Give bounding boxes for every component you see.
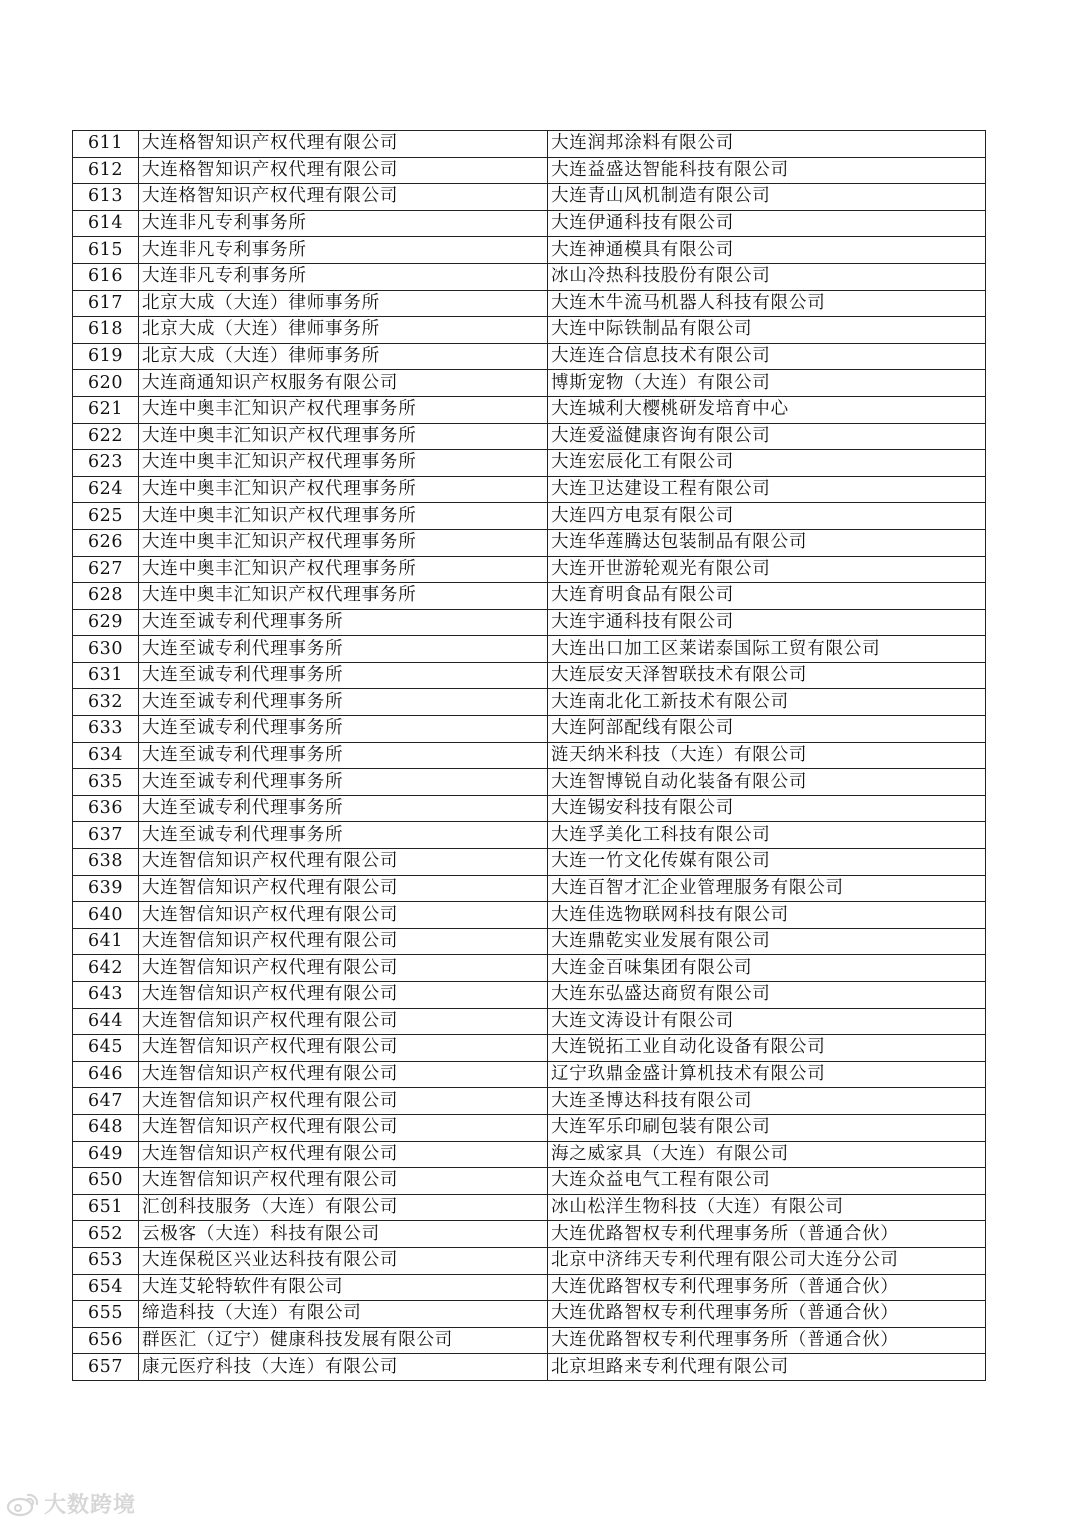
table-row (73, 928, 986, 955)
row-number: 640 (73, 902, 139, 929)
table-row (73, 423, 986, 450)
row-number: 625 (73, 503, 139, 530)
row-number: 624 (73, 476, 139, 503)
agency-name: 大连智信知识产权代理有限公司 (139, 1114, 548, 1141)
row-number: 615 (73, 237, 139, 264)
agency-name: 大连智信知识产权代理有限公司 (139, 928, 548, 955)
company-name: 大连东弘盛达商贸有限公司 (548, 982, 986, 1009)
table-row (73, 1168, 986, 1195)
row-number: 620 (73, 370, 139, 397)
row-number: 618 (73, 317, 139, 344)
table-row (73, 210, 986, 237)
agency-name: 大连至诚专利代理事务所 (139, 822, 548, 849)
row-number: 646 (73, 1061, 139, 1088)
row-number: 638 (73, 849, 139, 876)
agency-name: 大连非凡专利事务所 (139, 210, 548, 237)
company-name: 大连优路智权专利代理事务所（普通合伙） (548, 1327, 986, 1354)
table-row (73, 716, 986, 743)
agency-name: 大连智信知识产权代理有限公司 (139, 849, 548, 876)
table-row (73, 1301, 986, 1328)
company-name: 大连锐拓工业自动化设备有限公司 (548, 1035, 986, 1062)
table-row (73, 476, 986, 503)
table-row (73, 742, 986, 769)
agency-name: 大连至诚专利代理事务所 (139, 609, 548, 636)
company-name: 大连育明食品有限公司 (548, 583, 986, 610)
row-number: 642 (73, 955, 139, 982)
company-name: 大连百智才汇企业管理服务有限公司 (548, 875, 986, 902)
row-number: 655 (73, 1301, 139, 1328)
agency-name: 云极客（大连）科技有限公司 (139, 1221, 548, 1248)
table-row (73, 529, 986, 556)
agency-name: 大连中奥丰汇知识产权代理事务所 (139, 450, 548, 477)
agency-name: 大连中奥丰汇知识产权代理事务所 (139, 503, 548, 530)
company-name: 大连阿部配线有限公司 (548, 716, 986, 743)
row-number: 654 (73, 1274, 139, 1301)
company-name: 冰山松洋生物科技（大连）有限公司 (548, 1194, 986, 1221)
company-name: 大连金百味集团有限公司 (548, 955, 986, 982)
company-name: 大连辰安天泽智联技术有限公司 (548, 662, 986, 689)
company-name: 冰山冷热科技股份有限公司 (548, 263, 986, 290)
row-number: 635 (73, 769, 139, 796)
table-row (73, 450, 986, 477)
row-number: 643 (73, 982, 139, 1009)
agency-name: 大连艾轮特软件有限公司 (139, 1274, 548, 1301)
row-number: 614 (73, 210, 139, 237)
company-name: 大连卫达建设工程有限公司 (548, 476, 986, 503)
agency-name: 大连智信知识产权代理有限公司 (139, 902, 548, 929)
agency-name: 汇创科技服务（大连）有限公司 (139, 1194, 548, 1221)
table-row (73, 1141, 986, 1168)
company-name: 大连佳选物联网科技有限公司 (548, 902, 986, 929)
table-row (73, 769, 986, 796)
table-row (73, 689, 986, 716)
agency-name: 大连中奥丰汇知识产权代理事务所 (139, 423, 548, 450)
agency-name: 大连格智知识产权代理有限公司 (139, 157, 548, 184)
table-row (73, 1035, 986, 1062)
company-name: 大连文涛设计有限公司 (548, 1008, 986, 1035)
company-name: 大连益盛达智能科技有限公司 (548, 157, 986, 184)
agency-name: 大连智信知识产权代理有限公司 (139, 982, 548, 1009)
company-name: 大连孚美化工科技有限公司 (548, 822, 986, 849)
agency-name: 大连至诚专利代理事务所 (139, 742, 548, 769)
agency-name: 大连至诚专利代理事务所 (139, 662, 548, 689)
table-row (73, 184, 986, 211)
company-name: 北京坦路来专利代理有限公司 (548, 1354, 986, 1381)
table-row (73, 982, 986, 1009)
list-table (72, 130, 986, 1381)
company-name: 大连城利大樱桃研发培育中心 (548, 396, 986, 423)
row-number: 651 (73, 1194, 139, 1221)
row-number: 647 (73, 1088, 139, 1115)
table-row (73, 875, 986, 902)
company-name: 海之威家具（大连）有限公司 (548, 1141, 986, 1168)
company-name: 大连众益电气工程有限公司 (548, 1168, 986, 1195)
agency-name: 大连智信知识产权代理有限公司 (139, 955, 548, 982)
row-number: 644 (73, 1008, 139, 1035)
row-number: 632 (73, 689, 139, 716)
agency-name: 大连中奥丰汇知识产权代理事务所 (139, 583, 548, 610)
table-row (73, 556, 986, 583)
company-name: 大连优路智权专利代理事务所（普通合伙） (548, 1301, 986, 1328)
table-row (73, 1088, 986, 1115)
table-row (73, 583, 986, 610)
agency-name: 康元医疗科技（大连）有限公司 (139, 1354, 548, 1381)
company-name: 大连智博锐自动化装备有限公司 (548, 769, 986, 796)
list-table-body (73, 131, 986, 1381)
row-number: 627 (73, 556, 139, 583)
row-number: 656 (73, 1327, 139, 1354)
table-row (73, 343, 986, 370)
company-name: 大连鼎乾实业发展有限公司 (548, 928, 986, 955)
row-number: 617 (73, 290, 139, 317)
agency-name: 大连非凡专利事务所 (139, 237, 548, 264)
agency-name: 大连非凡专利事务所 (139, 263, 548, 290)
agency-name: 大连智信知识产权代理有限公司 (139, 1061, 548, 1088)
table-row (73, 1008, 986, 1035)
company-name: 大连爱溢健康咨询有限公司 (548, 423, 986, 450)
table-row (73, 902, 986, 929)
row-number: 631 (73, 662, 139, 689)
agency-name: 大连智信知识产权代理有限公司 (139, 875, 548, 902)
row-number: 636 (73, 795, 139, 822)
agency-name: 大连智信知识产权代理有限公司 (139, 1141, 548, 1168)
row-number: 621 (73, 396, 139, 423)
table-row (73, 1221, 986, 1248)
agency-name: 群医汇（辽宁）健康科技发展有限公司 (139, 1327, 548, 1354)
company-name: 涟天纳米科技（大连）有限公司 (548, 742, 986, 769)
row-number: 657 (73, 1354, 139, 1381)
agency-name: 大连智信知识产权代理有限公司 (139, 1088, 548, 1115)
agency-name: 大连至诚专利代理事务所 (139, 716, 548, 743)
table-row (73, 157, 986, 184)
agency-name: 大连至诚专利代理事务所 (139, 795, 548, 822)
table-row (73, 955, 986, 982)
table-row (73, 1247, 986, 1274)
agency-name: 大连中奥丰汇知识产权代理事务所 (139, 476, 548, 503)
agency-name: 大连中奥丰汇知识产权代理事务所 (139, 556, 548, 583)
agency-name: 大连至诚专利代理事务所 (139, 769, 548, 796)
company-name: 大连连合信息技术有限公司 (548, 343, 986, 370)
agency-name: 大连智信知识产权代理有限公司 (139, 1008, 548, 1035)
agency-name: 大连智信知识产权代理有限公司 (139, 1035, 548, 1062)
watermark (6, 1488, 136, 1519)
table-row (73, 1114, 986, 1141)
company-name: 大连华莲腾达包装制品有限公司 (548, 529, 986, 556)
agency-name: 大连至诚专利代理事务所 (139, 636, 548, 663)
row-number: 630 (73, 636, 139, 663)
row-number: 611 (73, 131, 139, 158)
company-name: 大连润邦涂料有限公司 (548, 131, 986, 158)
agency-name: 缔造科技（大连）有限公司 (139, 1301, 548, 1328)
table-row (73, 263, 986, 290)
table-row (73, 822, 986, 849)
row-number: 619 (73, 343, 139, 370)
company-name: 大连圣博达科技有限公司 (548, 1088, 986, 1115)
company-name: 大连军乐印刷包装有限公司 (548, 1114, 986, 1141)
row-number: 641 (73, 928, 139, 955)
row-number: 626 (73, 529, 139, 556)
row-number: 653 (73, 1247, 139, 1274)
company-name: 大连青山风机制造有限公司 (548, 184, 986, 211)
agency-name: 大连中奥丰汇知识产权代理事务所 (139, 396, 548, 423)
agency-name: 大连格智知识产权代理有限公司 (139, 131, 548, 158)
agency-name: 北京大成（大连）律师事务所 (139, 317, 548, 344)
company-name: 北京中济纬天专利代理有限公司大连分公司 (548, 1247, 986, 1274)
row-number: 634 (73, 742, 139, 769)
agency-name: 大连商通知识产权服务有限公司 (139, 370, 548, 397)
table-row (73, 290, 986, 317)
table-row (73, 1274, 986, 1301)
company-name: 辽宁玖鼎金盛计算机技术有限公司 (548, 1061, 986, 1088)
table-row (73, 849, 986, 876)
company-name: 大连出口加工区莱诺泰国际工贸有限公司 (548, 636, 986, 663)
company-name: 大连南北化工新技术有限公司 (548, 689, 986, 716)
row-number: 649 (73, 1141, 139, 1168)
table-row (73, 1327, 986, 1354)
company-name: 大连神通模具有限公司 (548, 237, 986, 264)
row-number: 612 (73, 157, 139, 184)
table-row (73, 1354, 986, 1381)
agency-name: 大连格智知识产权代理有限公司 (139, 184, 548, 211)
agency-name: 大连至诚专利代理事务所 (139, 689, 548, 716)
row-number: 628 (73, 583, 139, 610)
table-row (73, 131, 986, 158)
row-number: 650 (73, 1168, 139, 1195)
watermark-text: 大数跨境 (44, 1493, 137, 1518)
table-row (73, 237, 986, 264)
company-name: 大连四方电泵有限公司 (548, 503, 986, 530)
company-name: 大连锡安科技有限公司 (548, 795, 986, 822)
company-name: 大连中际铁制品有限公司 (548, 317, 986, 344)
row-number: 639 (73, 875, 139, 902)
table-row (73, 662, 986, 689)
row-number: 645 (73, 1035, 139, 1062)
row-number: 652 (73, 1221, 139, 1248)
company-name: 大连木牛流马机器人科技有限公司 (548, 290, 986, 317)
row-number: 622 (73, 423, 139, 450)
table-row (73, 396, 986, 423)
row-number: 633 (73, 716, 139, 743)
agency-name: 大连中奥丰汇知识产权代理事务所 (139, 529, 548, 556)
company-name: 大连开世游轮观光有限公司 (548, 556, 986, 583)
company-name: 博斯宠物（大连）有限公司 (548, 370, 986, 397)
table-row (73, 317, 986, 344)
table-row (73, 503, 986, 530)
table-row (73, 1194, 986, 1221)
agency-name: 大连智信知识产权代理有限公司 (139, 1168, 548, 1195)
weibo-icon (6, 1491, 40, 1517)
table-row (73, 1061, 986, 1088)
company-name: 大连伊通科技有限公司 (548, 210, 986, 237)
table-row (73, 795, 986, 822)
company-name: 大连优路智权专利代理事务所（普通合伙） (548, 1221, 986, 1248)
row-number: 637 (73, 822, 139, 849)
row-number: 629 (73, 609, 139, 636)
row-number: 648 (73, 1114, 139, 1141)
row-number: 616 (73, 263, 139, 290)
table-row (73, 370, 986, 397)
company-name: 大连一竹文化传媒有限公司 (548, 849, 986, 876)
table-row (73, 609, 986, 636)
row-number: 613 (73, 184, 139, 211)
table-row (73, 636, 986, 663)
agency-name: 北京大成（大连）律师事务所 (139, 343, 548, 370)
company-name: 大连优路智权专利代理事务所（普通合伙） (548, 1274, 986, 1301)
row-number: 623 (73, 450, 139, 477)
company-name: 大连宇通科技有限公司 (548, 609, 986, 636)
agency-name: 大连保税区兴业达科技有限公司 (139, 1247, 548, 1274)
agency-name: 北京大成（大连）律师事务所 (139, 290, 548, 317)
company-name: 大连宏辰化工有限公司 (548, 450, 986, 477)
